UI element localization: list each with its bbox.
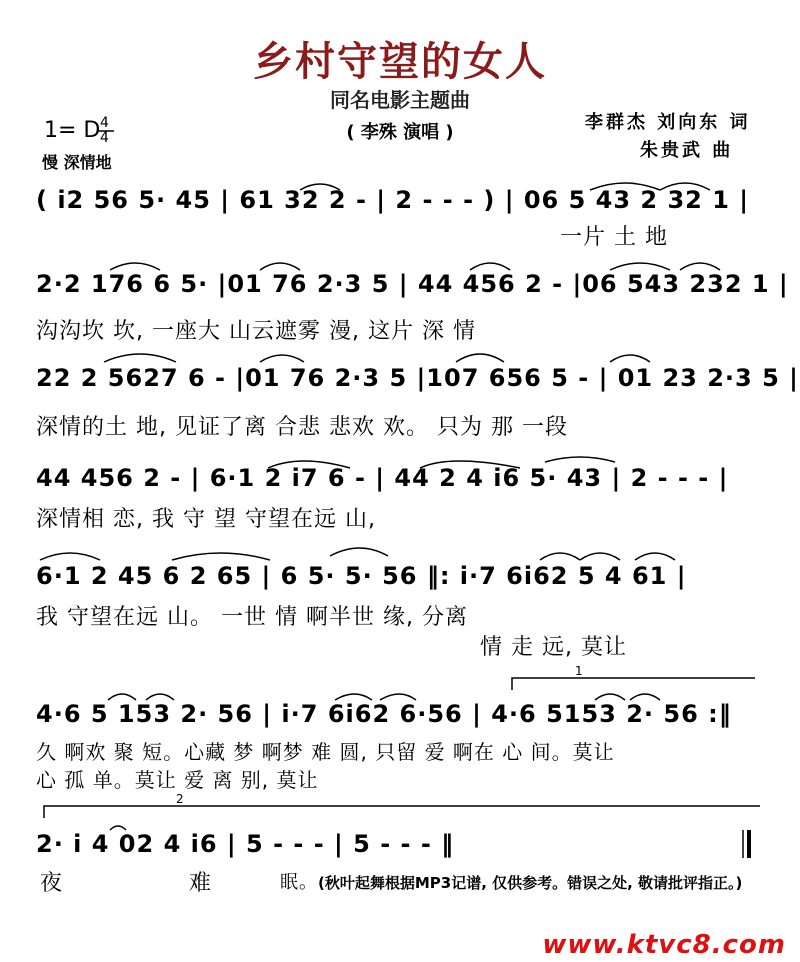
notation-line-2: 2·2 176 6 5· |01 76 2·3 5 | 44 456 2 - |06 543 232 1 | — [36, 270, 789, 298]
lyrics-line-4: 深情相 恋, 我 守 望 守望在远 山, — [36, 507, 376, 532]
lyrics-line-1: 一片 土 地 — [560, 225, 668, 250]
volta-1-label: 1 — [575, 664, 583, 678]
lyricist-credit: 李群杰 刘向东 词 — [585, 112, 751, 133]
song-title: 乡村守望的女人 — [253, 39, 547, 85]
time-signature-bottom: 4 — [100, 130, 109, 146]
notation-line-6: 4·6 5 153 2· 56 | i·7 6i62 6·56 | 4·6 5153 2· 56 :‖ — [36, 700, 732, 728]
time-signature — [100, 116, 109, 146]
lyrics-line-2: 沟沟坎 坎, 一座大 山云遮雾 漫, 这片 深 情 — [36, 319, 476, 344]
notation-line-4: 44 456 2 - | 6·1 2 i7 6 - | 44 2 4 i6 5· 43 | 2 - - - | — [36, 464, 729, 492]
ending-lyric: 眠。 — [280, 872, 318, 893]
volta-2-label: 2 — [176, 792, 184, 806]
tempo-marking: 慢 深情地 — [42, 153, 112, 172]
notation-line-3: 22 2 5627 6 - |01 76 2·3 5 |107 656 5 - | 01 23 2·3 5 | — [36, 364, 799, 392]
key-signature: 1= D — [44, 118, 101, 143]
lyrics-line-5a: 我 守望在远 山。 一世 情 啊半世 缘, 分离 — [36, 605, 468, 630]
composer-credit: 朱贵武 曲 — [640, 140, 734, 161]
lyrics-line-6b: 心 孤 单。莫让 爱 离 别, 莫让 — [36, 768, 319, 792]
notation-line-1: ( i2 56 5· 45 | 61 32 2 - | 2 - - - ) | 06 5 43 2 32 1 | — [36, 186, 750, 214]
time-signature-top: 4 — [100, 115, 109, 131]
lyrics-line-5b: 情 走 远, 莫让 — [480, 635, 627, 660]
lyrics-line-6a: 久 啊欢 聚 短。心藏 梦 啊梦 难 圆, 只留 爱 啊在 心 间。莫让 — [36, 740, 615, 764]
transcription-note: (秋叶起舞根据MP3记谱, 仅供参考。错误之处, 敬请批评指正。) — [318, 874, 743, 892]
notation-line-7: 2· i 4 02 4 i6 | 5 - - - | 5 - - - ‖ — [36, 830, 455, 858]
lyrics-line-7: 夜 难 — [40, 871, 271, 896]
notation-line-5: 6·1 2 45 6 2 65 | 6 5· 5· 56 ‖: i·7 6i62 5 4 61 | — [36, 562, 687, 590]
singer-credit: ( 李殊 演唱 ) — [346, 122, 454, 143]
song-subtitle: 同名电影主题曲 — [330, 88, 470, 112]
lyrics-line-3: 深情的土 地, 见证了离 合悲 悲欢 欢。 只为 那 一段 — [36, 415, 568, 440]
site-watermark: www.ktvc8.com — [542, 930, 786, 960]
